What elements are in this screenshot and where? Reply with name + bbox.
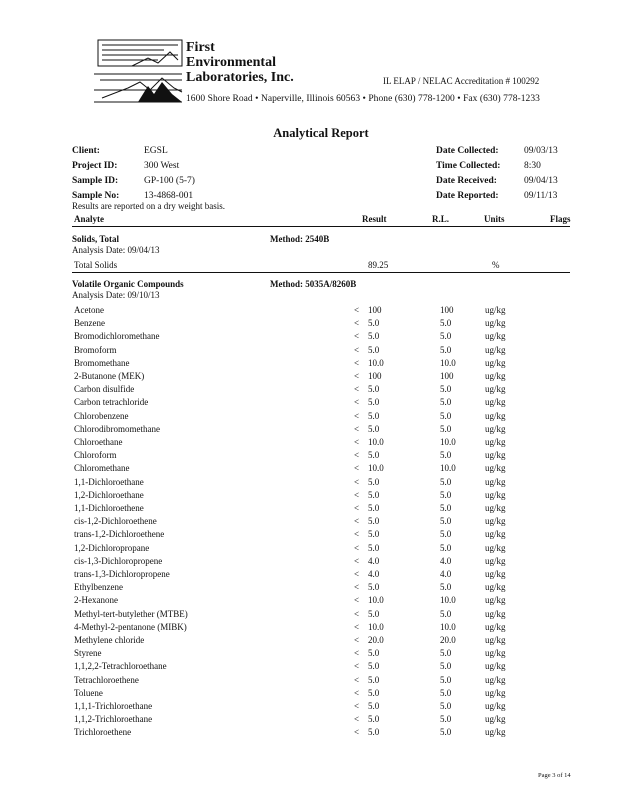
- analyte-name: Acetone: [74, 305, 104, 315]
- qualifier: <: [354, 371, 360, 381]
- analyte-name: Benzene: [74, 318, 105, 329]
- qualifier: <: [354, 674, 360, 685]
- table-row: [0, 331, 642, 344]
- analyte-name: Chloroethane: [74, 437, 123, 447]
- units-value: ug/kg: [485, 331, 506, 342]
- reporting-limit: 10.0: [440, 595, 456, 606]
- table-row: [0, 424, 642, 437]
- table-row: [0, 727, 642, 740]
- qualifier: <: [354, 489, 360, 500]
- result-value: 4.0: [368, 555, 380, 566]
- table-row: [0, 318, 642, 331]
- analyte-name: Total Solids: [74, 260, 118, 270]
- units-value: ug/kg: [485, 727, 506, 738]
- company-name-line-1: First: [186, 40, 215, 55]
- info-label: Project ID:: [72, 161, 118, 171]
- units-value: ug/kg: [485, 569, 506, 579]
- info-value: 8:30: [524, 161, 541, 171]
- qualifier: <: [354, 582, 360, 593]
- col-result: Result: [362, 214, 387, 224]
- analyte-name: 1,1-Dichloroethene: [74, 503, 144, 513]
- analyte-name: trans-1,3-Dichloropropene: [74, 569, 170, 579]
- table-row: [0, 675, 642, 688]
- result-value: 5.0: [368, 529, 380, 540]
- result-value: 5.0: [368, 542, 380, 553]
- table-row: [0, 490, 642, 503]
- section-voc-title: Volatile Organic Compounds: [72, 279, 184, 289]
- reporting-limit: 5.0: [440, 489, 452, 500]
- info-time-collected: [436, 159, 558, 174]
- reporting-limit: 5.0: [440, 318, 452, 329]
- qualifier: <: [354, 595, 360, 606]
- qualifier: <: [354, 344, 360, 355]
- table-row: [0, 556, 642, 569]
- units-value: ug/kg: [485, 516, 506, 527]
- result-value: 5.0: [368, 608, 380, 619]
- qualifier: <: [354, 529, 360, 540]
- result-value: 5.0: [368, 344, 380, 355]
- units-value: ug/kg: [485, 489, 506, 500]
- units-value: ug/kg: [485, 463, 506, 474]
- analyte-name: Chlorodibromomethane: [74, 423, 160, 434]
- info-value: 09/04/13: [524, 176, 558, 186]
- table-row: [0, 648, 642, 661]
- info-project-id: [72, 159, 195, 174]
- analyte-name: Chloromethane: [74, 463, 130, 474]
- analyte-name: Ethylbenzene: [74, 582, 123, 593]
- units-value: ug/kg: [485, 344, 506, 355]
- info-label: Date Received:: [436, 176, 497, 186]
- info-date-reported: [436, 189, 558, 204]
- analyte-name: trans-1,2-Dichloroethene: [74, 529, 165, 540]
- reporting-limit: 5.0: [440, 727, 452, 738]
- reporting-limit: 5.0: [440, 608, 452, 619]
- reporting-limit: 5.0: [440, 542, 452, 553]
- result-value: 100: [368, 305, 382, 315]
- info-label: Sample No:: [72, 191, 120, 201]
- units-value: ug/kg: [485, 674, 506, 685]
- table-row: [0, 411, 642, 424]
- qualifier: <: [354, 569, 360, 579]
- analyte-name: Carbon disulfide: [74, 384, 135, 395]
- units-value: ug/kg: [485, 318, 506, 329]
- result-value: 5.0: [368, 384, 380, 395]
- result-value: 5.0: [368, 648, 380, 659]
- result-value: 10.0: [368, 357, 384, 368]
- qualifier: <: [354, 635, 360, 645]
- analyte-name: 2-Butanone (MEK): [74, 371, 145, 381]
- result-value: 20.0: [368, 635, 384, 645]
- result-value: 5.0: [368, 397, 380, 408]
- qualifier: <: [354, 384, 360, 395]
- company-name-line-3: Laboratories, Inc.: [186, 70, 294, 85]
- table-row: [0, 397, 642, 410]
- result-value: 5.0: [368, 582, 380, 593]
- analyte-name: Methylene chloride: [74, 635, 145, 645]
- units-value: ug/kg: [485, 687, 506, 698]
- table-row: [0, 305, 642, 318]
- units-value: ug/kg: [485, 397, 506, 408]
- analyte-name: 1,1-Dichloroethane: [74, 476, 144, 487]
- analyte-name: Methyl-tert-butylether (MTBE): [74, 608, 188, 619]
- table-row: [0, 582, 642, 595]
- col-units: Units: [484, 214, 505, 224]
- table-row: [0, 622, 642, 635]
- result-value: 5.0: [368, 450, 380, 461]
- reporting-limit: 4.0: [440, 569, 452, 579]
- analyte-name: 1,2-Dichloropropane: [74, 542, 150, 553]
- analyte-name: Bromoform: [74, 344, 117, 355]
- qualifier: <: [354, 621, 360, 632]
- qualifier: <: [354, 503, 360, 513]
- table-row: [0, 477, 642, 490]
- qualifier: <: [354, 357, 360, 368]
- col-flags: Flags: [550, 214, 571, 224]
- result-value: 5.0: [368, 423, 380, 434]
- result-value: 5.0: [368, 489, 380, 500]
- result-value: 10.0: [368, 595, 384, 606]
- qualifier: <: [354, 516, 360, 527]
- info-sample-id: [72, 174, 195, 189]
- units-value: ug/kg: [485, 714, 506, 725]
- reporting-limit: 5.0: [440, 423, 452, 434]
- table-row: [0, 463, 642, 476]
- qualifier: <: [354, 305, 360, 315]
- analyte-name: Styrene: [74, 648, 102, 659]
- qualifier: <: [354, 410, 360, 421]
- qualifier: <: [354, 437, 360, 447]
- reporting-limit: 5.0: [440, 516, 452, 527]
- result-value: 5.0: [368, 516, 380, 527]
- reporting-limit: 5.0: [440, 687, 452, 698]
- table-header: [72, 214, 570, 227]
- analyte-name: cis-1,3-Dichloropropene: [74, 555, 163, 566]
- units-value: ug/kg: [485, 410, 506, 421]
- table-row: [0, 503, 642, 516]
- reporting-limit: 5.0: [440, 701, 452, 711]
- reporting-limit: 5.0: [440, 450, 452, 461]
- table-row: [0, 569, 642, 582]
- units-value: ug/kg: [485, 542, 506, 553]
- reporting-limit: 5.0: [440, 529, 452, 540]
- reporting-limit: 20.0: [440, 635, 456, 645]
- reporting-limit: 100: [440, 305, 454, 315]
- analyte-name: Toluene: [74, 687, 103, 698]
- reporting-limit: 100: [440, 371, 454, 381]
- analyte-name: Trichloroethene: [74, 727, 132, 738]
- units-value: ug/kg: [485, 437, 506, 447]
- result-value: 5.0: [368, 714, 380, 725]
- analyte-name: 1,1,1-Trichloroethane: [74, 701, 153, 711]
- reporting-limit: 10.0: [440, 357, 456, 368]
- analyte-name: Bromodichloromethane: [74, 331, 160, 342]
- col-rl: R.L.: [432, 214, 450, 224]
- reporting-limit: 5.0: [440, 582, 452, 593]
- table-row: [0, 609, 642, 622]
- info-label: Date Collected:: [436, 146, 499, 156]
- table-row: [0, 516, 642, 529]
- table-row: [0, 701, 642, 714]
- reporting-limit: 5.0: [440, 331, 452, 342]
- analyte-name: 1,1,2,2-Tetrachloroethane: [74, 661, 167, 672]
- reporting-limit: 5.0: [440, 410, 452, 421]
- qualifier: <: [354, 450, 360, 461]
- section-divider: [72, 272, 570, 273]
- info-label: Client:: [72, 146, 100, 156]
- reporting-limit: 4.0: [440, 555, 452, 566]
- info-date-received: [436, 174, 558, 189]
- table-row: [0, 358, 642, 371]
- result-value: 4.0: [368, 569, 380, 579]
- analyte-name: Bromomethane: [74, 357, 130, 368]
- result-value: 10.0: [368, 621, 384, 632]
- table-row: [0, 661, 642, 674]
- units-value: ug/kg: [485, 423, 506, 434]
- result-value: 5.0: [368, 727, 380, 738]
- section-solids-analysis-date: Analysis Date: 09/04/13: [72, 245, 160, 255]
- section-solids-title: Solids, Total: [72, 234, 120, 244]
- table-row: [0, 635, 642, 648]
- reporting-limit: 10.0: [440, 463, 456, 474]
- reporting-limit: 5.0: [440, 344, 452, 355]
- units-value: ug/kg: [485, 450, 506, 461]
- result-value: 5.0: [368, 503, 380, 513]
- units-value: ug/kg: [485, 529, 506, 540]
- table-row: [0, 371, 642, 384]
- qualifier: <: [354, 476, 360, 487]
- info-value: 09/11/13: [524, 191, 558, 201]
- info-value: 13-4868-001: [144, 191, 194, 201]
- result-value: 5.0: [368, 476, 380, 487]
- reporting-limit: 5.0: [440, 648, 452, 659]
- col-analyte: Analyte: [74, 214, 104, 224]
- table-row: [0, 437, 642, 450]
- units-value: ug/kg: [485, 621, 506, 632]
- qualifier: <: [354, 687, 360, 698]
- analyte-name: 1,2-Dichloroethane: [74, 489, 144, 500]
- table-row: [0, 543, 642, 556]
- result-value: 5.0: [368, 331, 380, 342]
- table-row: [0, 450, 642, 463]
- units-value: ug/kg: [485, 555, 506, 566]
- info-label: Date Reported:: [436, 191, 499, 201]
- analyte-name: Tetrachloroethene: [74, 674, 139, 685]
- qualifier: <: [354, 331, 360, 342]
- units-value: ug/kg: [485, 503, 506, 513]
- result-value: 10.0: [368, 463, 384, 474]
- info-client: [72, 144, 195, 159]
- table-row: [0, 595, 642, 608]
- accreditation-text: IL ELAP / NELAC Accreditation # 100292: [383, 76, 540, 86]
- units-value: ug/kg: [485, 384, 506, 395]
- info-date-collected: [436, 144, 558, 159]
- reporting-limit: 10.0: [440, 621, 456, 632]
- analyte-name: 4-Methyl-2-pentanone (MIBK): [74, 621, 187, 632]
- info-value: 300 West: [144, 161, 180, 171]
- qualifier: <: [354, 555, 360, 566]
- units-value: ug/kg: [485, 608, 506, 619]
- result-value: 5.0: [368, 410, 380, 421]
- units-value: ug/kg: [485, 357, 506, 368]
- info-label: Sample ID:: [72, 176, 119, 186]
- info-value: 09/03/13: [524, 146, 558, 156]
- qualifier: <: [354, 397, 360, 408]
- reporting-limit: 5.0: [440, 476, 452, 487]
- page-number: Page 3 of 14: [538, 772, 571, 779]
- reporting-limit: 5.0: [440, 661, 452, 672]
- result-value: 100: [368, 371, 382, 381]
- units-value: ug/kg: [485, 595, 506, 606]
- qualifier: <: [354, 727, 360, 738]
- info-value: EGSL: [144, 146, 168, 156]
- reporting-limit: 5.0: [440, 674, 452, 685]
- qualifier: <: [354, 701, 360, 711]
- dry-weight-note: Results are reported on a dry weight basis.: [72, 201, 225, 211]
- reporting-limit: 5.0: [440, 714, 452, 725]
- result-value: 5.0: [368, 661, 380, 672]
- reporting-limit: 10.0: [440, 437, 456, 447]
- analyte-name: Chlorobenzene: [74, 410, 129, 421]
- units-value: ug/kg: [485, 476, 506, 487]
- result-value: 5.0: [368, 318, 380, 329]
- units-value: ug/kg: [485, 371, 506, 381]
- result-value: 5.0: [368, 701, 380, 711]
- qualifier: <: [354, 463, 360, 474]
- qualifier: <: [354, 423, 360, 434]
- table-row: [0, 529, 642, 542]
- analyte-name: cis-1,2-Dichloroethene: [74, 516, 157, 527]
- info-value: GP-100 (5-7): [144, 176, 195, 186]
- company-name-line-2: Environmental: [186, 55, 276, 70]
- section-voc-analysis-date: Analysis Date: 09/10/13: [72, 290, 160, 300]
- analyte-name: 1,1,2-Trichloroethane: [74, 714, 153, 725]
- analyte-name: 2-Hexanone: [74, 595, 118, 606]
- qualifier: <: [354, 608, 360, 619]
- units-value: ug/kg: [485, 648, 506, 659]
- report-title: Analytical Report: [273, 126, 369, 140]
- company-logo: [92, 38, 184, 106]
- section-voc-method: Method: 5035A/8260B: [270, 279, 357, 289]
- table-row: [0, 714, 642, 727]
- section-solids-method: Method: 2540B: [270, 234, 330, 244]
- analyte-name: Carbon tetrachloride: [74, 397, 149, 408]
- qualifier: <: [354, 648, 360, 659]
- result-value: 5.0: [368, 687, 380, 698]
- result-value: 5.0: [368, 674, 380, 685]
- info-label: Time Collected:: [436, 161, 501, 171]
- qualifier: <: [354, 661, 360, 672]
- sample-info-right: [436, 144, 558, 204]
- reporting-limit: 5.0: [440, 503, 452, 513]
- table-row: [0, 345, 642, 358]
- company-address: 1600 Shore Road • Naperville, Illinois 60563 • Phone (630) 778-1200 • Fax (630) 778-1233: [186, 94, 540, 104]
- result-value: 10.0: [368, 437, 384, 447]
- units-value: ug/kg: [485, 661, 506, 672]
- units-value: %: [492, 260, 500, 270]
- analyte-name: Chloroform: [74, 450, 117, 461]
- table-row: [0, 688, 642, 701]
- qualifier: <: [354, 542, 360, 553]
- reporting-limit: 5.0: [440, 384, 452, 395]
- table-row: [0, 384, 642, 397]
- units-value: ug/kg: [485, 701, 506, 711]
- result-value: 89.25: [368, 260, 389, 270]
- units-value: ug/kg: [485, 582, 506, 593]
- units-value: ug/kg: [485, 635, 506, 645]
- units-value: ug/kg: [485, 305, 506, 315]
- qualifier: <: [354, 318, 360, 329]
- sample-info-left: [72, 144, 195, 204]
- reporting-limit: 5.0: [440, 397, 452, 408]
- qualifier: <: [354, 714, 360, 725]
